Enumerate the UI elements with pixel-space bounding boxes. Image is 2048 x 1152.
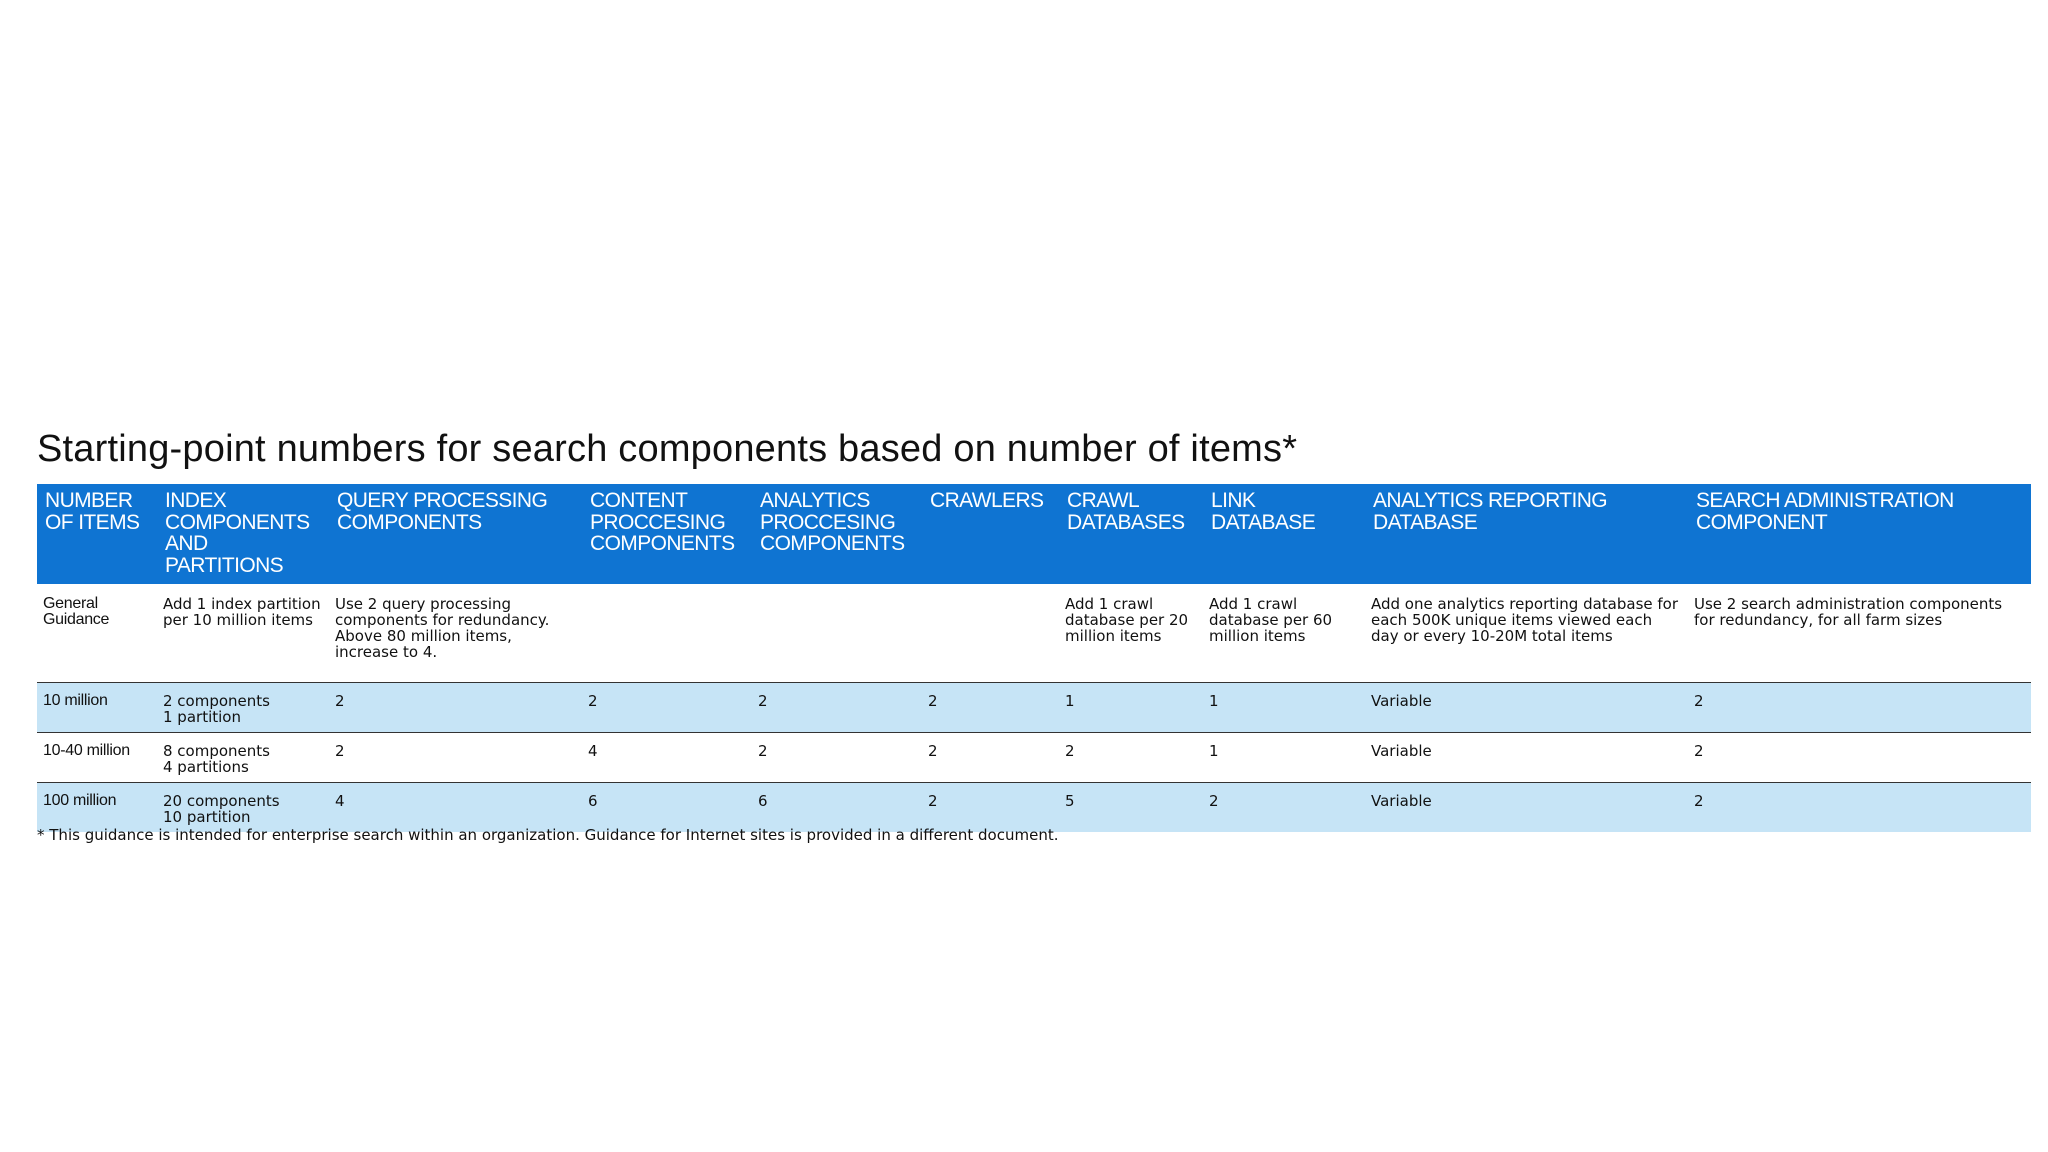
table-cell: 5 [1059, 783, 1203, 833]
table-cell [922, 584, 1059, 683]
table-cell: 20 components 10 partition [157, 783, 329, 833]
table-cell: General Guidance [37, 584, 157, 683]
table-cell: 2 [752, 733, 922, 783]
table-cell: 100 million [37, 783, 157, 833]
header-index-components: INDEX COMPONENTS AND PARTITIONS [157, 484, 329, 584]
header-number-of-items: NUMBER OF ITEMS [37, 484, 157, 584]
table-cell: 6 [582, 783, 752, 833]
table-cell: 2 components 1 partition [157, 683, 329, 733]
table-cell: 2 [582, 683, 752, 733]
table-cell: Use 2 query processing components for redundancy. Above 80 million items, increase to 4. [329, 584, 582, 683]
header-analytics-reporting: ANALYTICS REPORTING DATABASE [1365, 484, 1688, 584]
table-cell: 2 [922, 783, 1059, 833]
table-cell: 2 [329, 683, 582, 733]
table-cell: Variable [1365, 783, 1688, 833]
table-cell: Use 2 search administration components for redundancy, for all farm sizes [1688, 584, 2031, 683]
table-cell: Add 1 crawl database per 20 million items [1059, 584, 1203, 683]
table-cell: 2 [329, 733, 582, 783]
table-cell: 4 [329, 783, 582, 833]
search-components-table [37, 484, 2031, 832]
table-header-row [37, 484, 2031, 584]
table-cell: 2 [1688, 683, 2031, 733]
table-cell: 4 [582, 733, 752, 783]
table-cell: 2 [922, 683, 1059, 733]
table-cell: 8 components 4 partitions [157, 733, 329, 783]
table-cell: 2 [1203, 783, 1365, 833]
slide-title: Starting-point numbers for search components based on number of items* [37, 428, 1298, 470]
header-analytics-processing: ANALYTICS PROCCESING COMPONENTS [752, 484, 922, 584]
table-row-general-guidance [37, 584, 2031, 683]
table-cell: 1 [1059, 683, 1203, 733]
table-row [37, 733, 2031, 783]
table-cell: Add 1 crawl database per 60 million items [1203, 584, 1365, 683]
header-query-processing: QUERY PROCESSING COMPONENTS [329, 484, 582, 584]
table-cell: 10-40 million [37, 733, 157, 783]
header-crawl-databases: CRAWL DATABASES [1059, 484, 1203, 584]
table-cell: 2 [752, 683, 922, 733]
table-cell: 1 [1203, 683, 1365, 733]
table-row [37, 783, 2031, 833]
table-cell: Add one analytics reporting database for each 500K unique items viewed each day or every 10-20M total items [1365, 584, 1688, 683]
header-search-administration: SEARCH ADMINISTRATION COMPONENT [1688, 484, 2031, 584]
table-cell: 6 [752, 783, 922, 833]
table-cell: 2 [922, 733, 1059, 783]
table-cell: 2 [1059, 733, 1203, 783]
table-cell: 10 million [37, 683, 157, 733]
table-cell: 1 [1203, 733, 1365, 783]
header-crawlers: CRAWLERS [922, 484, 1059, 584]
footnote: * This guidance is intended for enterprise search within an organization. Guidance for Internet sites is provided in a different document. [37, 826, 1059, 844]
table-cell: Variable [1365, 733, 1688, 783]
table-cell [582, 584, 752, 683]
table-row [37, 683, 2031, 733]
table-cell: 2 [1688, 733, 2031, 783]
table-cell: Add 1 index partition per 10 million items [157, 584, 329, 683]
header-content-processing: CONTENT PROCCESING COMPONENTS [582, 484, 752, 584]
table-cell [752, 584, 922, 683]
header-link-database: LINK DATABASE [1203, 484, 1365, 584]
table-cell: 2 [1688, 783, 2031, 833]
table-cell: Variable [1365, 683, 1688, 733]
